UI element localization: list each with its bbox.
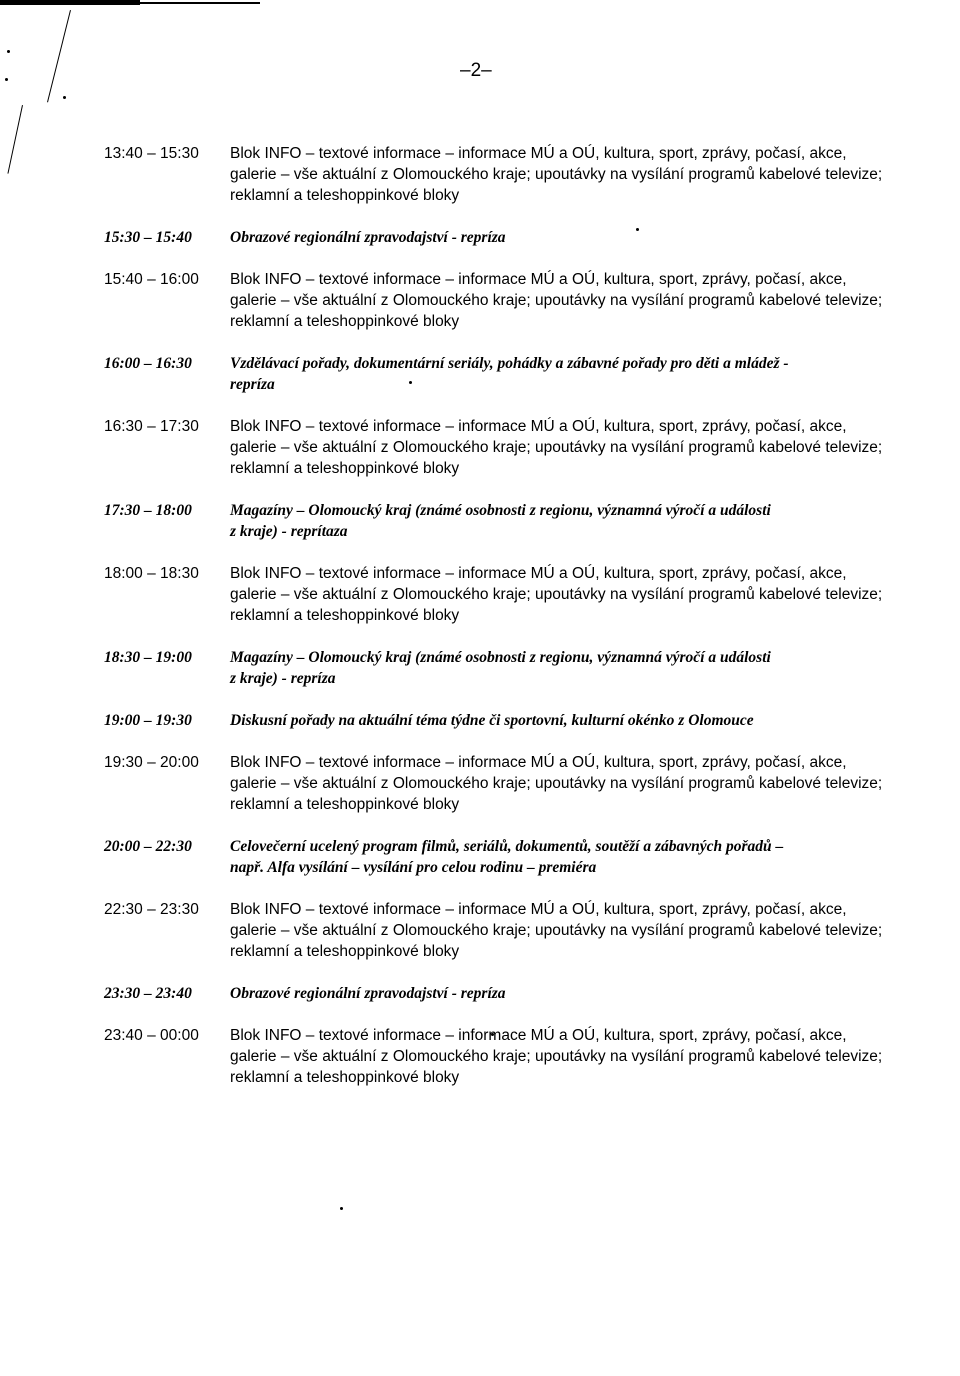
description-line: galerie – vše aktuální z Olomouckého kraje; upoutávky na vysílání programů kabelové televize; <box>230 922 883 939</box>
scan-artifact-line <box>7 105 23 174</box>
description-line: reklamní a teleshoppinkové bloky <box>230 187 460 204</box>
program-description <box>230 983 960 1004</box>
time-slot: 18:30 – 19:00 <box>104 649 192 666</box>
program-description <box>230 647 960 689</box>
program-description <box>230 752 960 815</box>
page-number: –2– <box>460 60 492 81</box>
description-line: galerie – vše aktuální z Olomouckého kraje; upoutávky na vysílání programů kabelové televize; <box>230 1048 883 1065</box>
time-slot: 19:00 – 19:30 <box>104 712 192 729</box>
description-line: galerie – vše aktuální z Olomouckého kraje; upoutávky na vysílání programů kabelové televize; <box>230 166 883 183</box>
time-slot: 16:00 – 16:30 <box>104 355 192 372</box>
time-slot: 20:00 – 22:30 <box>104 838 192 855</box>
scan-artifact-dot <box>7 50 10 53</box>
time-slot: 23:40 – 00:00 <box>104 1027 199 1044</box>
description-line: Magazíny – Olomoucký kraj (známé osobnosti z regionu, významná výročí a události <box>230 649 771 666</box>
program-description <box>230 710 960 731</box>
description-line: Magazíny – Olomoucký kraj (známé osobnosti z regionu, významná výročí a události <box>230 502 771 519</box>
time-slot: 17:30 – 18:00 <box>104 502 192 519</box>
description-line: Obrazové regionální zpravodajství - repríza <box>230 985 506 1002</box>
description-line: Blok INFO – textové informace – informace MÚ a OÚ, kultura, sport, zprávy, počasí, akce, <box>230 565 847 582</box>
description-line: reklamní a teleshoppinkové bloky <box>230 313 460 330</box>
time-slot: 15:40 – 16:00 <box>104 271 199 288</box>
time-slot: 13:40 – 15:30 <box>104 145 199 162</box>
program-description <box>230 899 960 962</box>
scan-artifact-dot <box>63 96 66 99</box>
program-description <box>230 563 960 626</box>
description-line: reklamní a teleshoppinkové bloky <box>230 943 460 960</box>
description-line: reklamní a teleshoppinkové bloky <box>230 460 460 477</box>
description-line: reklamní a teleshoppinkové bloky <box>230 796 460 813</box>
program-description <box>230 143 960 206</box>
program-description <box>230 227 960 248</box>
time-slot: 15:30 – 15:40 <box>104 229 192 246</box>
program-description <box>230 1025 960 1088</box>
description-line: Celovečerní ucelený program filmů, seriálů, dokumentů, soutěží a zábavných pořadů – <box>230 838 784 855</box>
description-line: Blok INFO – textové informace – informace MÚ a OÚ, kultura, sport, zprávy, počasí, akce, <box>230 418 847 435</box>
description-line: z kraje) - reprítaza <box>230 523 348 540</box>
description-line: repríza <box>230 376 275 393</box>
description-line: např. Alfa vysílání – vysílání pro celou rodinu – premiéra <box>230 859 597 876</box>
description-line: reklamní a teleshoppinkové bloky <box>230 1069 460 1086</box>
description-line: Blok INFO – textové informace – informace MÚ a OÚ, kultura, sport, zprávy, počasí, akce, <box>230 901 847 918</box>
description-line: galerie – vše aktuální z Olomouckého kraje; upoutávky na vysílání programů kabelové televize; <box>230 292 883 309</box>
description-line: Vzdělávací pořady, dokumentární seriály, pohádky a zábavné pořady pro děti a mládež - <box>230 355 789 372</box>
description-line: reklamní a teleshoppinkové bloky <box>230 607 460 624</box>
scan-artifact-line <box>47 10 71 102</box>
description-line: Obrazové regionální zpravodajství - repríza <box>230 229 506 246</box>
description-line: z kraje) - repríza <box>230 670 336 687</box>
time-slot: 23:30 – 23:40 <box>104 985 192 1002</box>
program-description <box>230 500 960 542</box>
description-line: Blok INFO – textové informace – informace MÚ a OÚ, kultura, sport, zprávy, počasí, akce, <box>230 145 847 162</box>
scan-artifact-bar <box>0 0 140 5</box>
description-line: galerie – vše aktuální z Olomouckého kraje; upoutávky na vysílání programů kabelové televize; <box>230 439 883 456</box>
scan-artifact-bar <box>140 2 260 4</box>
program-description <box>230 416 960 479</box>
description-line: Blok INFO – textové informace – informace MÚ a OÚ, kultura, sport, zprávy, počasí, akce, <box>230 754 847 771</box>
scan-artifact-dot <box>5 78 8 81</box>
description-line: Blok INFO – textové informace – informace MÚ a OÚ, kultura, sport, zprávy, počasí, akce, <box>230 271 847 288</box>
program-description <box>230 269 960 332</box>
description-line: galerie – vše aktuální z Olomouckého kraje; upoutávky na vysílání programů kabelové televize; <box>230 775 883 792</box>
description-line: Diskusní pořady na aktuální téma týdne či sportovní, kulturní okénko z Olomouce <box>230 712 754 729</box>
time-slot: 16:30 – 17:30 <box>104 418 199 435</box>
description-line: Blok INFO – textové informace – informace MÚ a OÚ, kultura, sport, zprávy, počasí, akce, <box>230 1027 847 1044</box>
time-slot: 19:30 – 20:00 <box>104 754 199 771</box>
scan-artifact-dot <box>340 1207 343 1210</box>
time-slot: 18:00 – 18:30 <box>104 565 199 582</box>
time-slot: 22:30 – 23:30 <box>104 901 199 918</box>
program-description <box>230 836 960 878</box>
program-description <box>230 353 960 395</box>
description-line: galerie – vše aktuální z Olomouckého kraje; upoutávky na vysílání programů kabelové televize; <box>230 586 883 603</box>
